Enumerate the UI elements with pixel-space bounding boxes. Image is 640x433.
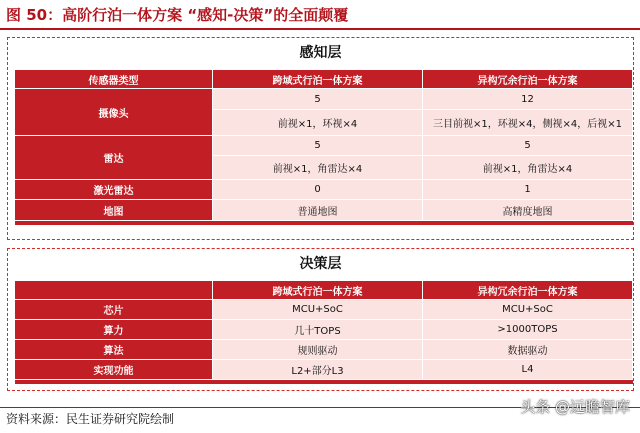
header-sensor-type: 传感器类型	[15, 70, 213, 89]
compute-heterogeneous: >1000TOPS	[423, 320, 633, 340]
compute-label: 算力	[15, 320, 213, 340]
radar-cross-domain-detail: 前视×1，角雷达×4	[213, 156, 423, 180]
algorithm-cross-domain: 规则驱动	[213, 340, 423, 360]
radar-row-count	[15, 136, 633, 156]
map-label: 地图	[15, 200, 213, 221]
map-heterogeneous: 高精度地图	[423, 200, 633, 221]
camera-heterogeneous-count: 12	[423, 89, 633, 110]
perception-heading: 感知层	[299, 45, 342, 61]
header-cross-domain: 跨域式行泊一体方案	[213, 70, 423, 89]
decision-panel	[7, 248, 634, 391]
figure-title: 图 50：高阶行泊一体方案 “感知-决策”的全面颠覆	[6, 6, 349, 24]
function-cross-domain: L2+部分L3	[213, 360, 423, 380]
function-label: 实现功能	[15, 360, 213, 380]
perception-header-row	[15, 70, 633, 89]
radar-cross-domain-count: 5	[213, 136, 423, 156]
camera-label: 摄像头	[15, 89, 213, 136]
perception-bottom-rule	[15, 221, 633, 225]
watermark: 头条 @远瞻智库	[520, 398, 630, 416]
decision-row-chip	[15, 300, 633, 320]
camera-heterogeneous-detail: 三目前视×1，环视×4，侧视×4，后视×1	[423, 110, 633, 136]
algorithm-label: 算法	[15, 340, 213, 360]
perception-table	[14, 69, 633, 225]
decision-header-heterogeneous: 异构冗余行泊一体方案	[423, 281, 633, 300]
header-heterogeneous: 异构冗余行泊一体方案	[423, 70, 633, 89]
lidar-label: 激光雷达	[15, 180, 213, 200]
chip-cross-domain: MCU+SoC	[213, 300, 423, 320]
title-divider	[0, 28, 640, 30]
decision-row-compute	[15, 320, 633, 340]
radar-heterogeneous-detail: 前视×1，角雷达×4	[423, 156, 633, 180]
decision-row-function	[15, 360, 633, 380]
map-row	[15, 200, 633, 221]
compute-cross-domain: 几十TOPS	[213, 320, 423, 340]
map-cross-domain: 普通地图	[213, 200, 423, 221]
camera-row-count	[15, 89, 633, 110]
function-heterogeneous: L4	[423, 360, 633, 380]
camera-cross-domain-count: 5	[213, 89, 423, 110]
algorithm-heterogeneous: 数据驱动	[423, 340, 633, 360]
decision-header-cross-domain: 跨域式行泊一体方案	[213, 281, 423, 300]
decision-table	[14, 280, 633, 384]
decision-row-algorithm	[15, 340, 633, 360]
perception-panel	[7, 37, 634, 240]
source-note: 资料来源：民生证券研究院绘制	[6, 412, 175, 426]
chip-heterogeneous: MCU+SoC	[423, 300, 633, 320]
lidar-heterogeneous: 1	[423, 180, 633, 200]
decision-heading: 决策层	[299, 256, 342, 272]
decision-header-blank	[15, 281, 213, 300]
camera-cross-domain-detail: 前视×1，环视×4	[213, 110, 423, 136]
lidar-cross-domain: 0	[213, 180, 423, 200]
decision-bottom-rule	[15, 380, 633, 384]
radar-heterogeneous-count: 5	[423, 136, 633, 156]
chip-label: 芯片	[15, 300, 213, 320]
lidar-row	[15, 180, 633, 200]
decision-header-row	[15, 281, 633, 300]
radar-label: 雷达	[15, 136, 213, 180]
